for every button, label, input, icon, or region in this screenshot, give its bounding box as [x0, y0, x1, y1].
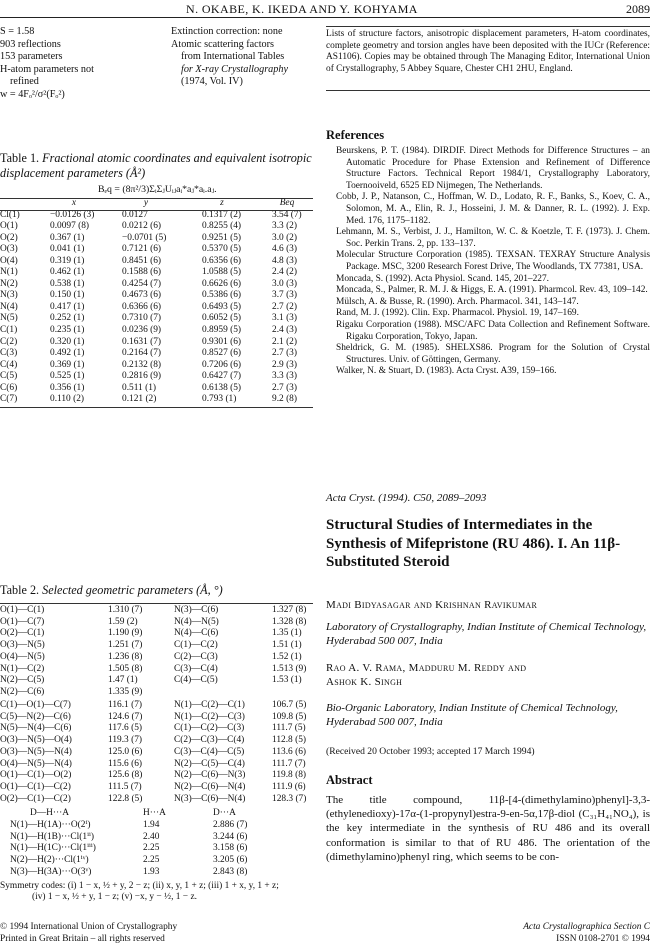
reference-item: Lehmann, M. S., Verbist, J. J., Hamilton, W. C. & Koetzle, T. F. (1973). J. Chem. Soc. Perkin Trans. 2, pp. 133–137. [336, 227, 650, 249]
angle-cell: 116.1 (7) [108, 700, 143, 710]
bond-cell: N(2)—C(6) [0, 686, 45, 697]
bond-row [0, 675, 314, 687]
table1-cell: 3.7 (3) [272, 290, 297, 301]
hbond-cell: 2.25 [143, 855, 160, 866]
symmetry-line: Symmetry codes: (i) 1 − x, ½ + y, 2 − z; (ii) x, y, 1 + z; (iii) 1 + x, y, 1 + z; [0, 881, 279, 891]
angle-cell: 125.6 (8) [108, 770, 143, 781]
reference-item: Beurskens, P. T. (1984). DIRDIF. Direct Methods for Difference Structures – an Automatic Procedure for Phase Extension and Refinement of Difference Structure Factors. Technical Report 1984/1, Crystallography Laboratory, Toernooiveld, 6525 ED Nijmegen, The Netherlands. [336, 146, 650, 191]
table1-cell: N(4) [0, 301, 18, 312]
table1-cell: −0.0126 (3) [50, 209, 95, 220]
angle-cell: O(3)—N(5)—O(4) [0, 735, 72, 746]
table2-title: Selected geometric parameters (Å, °) [42, 583, 223, 597]
table1-row [0, 313, 312, 325]
table1-cell: C(2) [0, 336, 18, 347]
reference-item: Mülsch, A. & Busse, R. (1990). Arch. Pharmacol. 341, 143–147. [336, 296, 579, 307]
footer-printed: Printed in Great Britain – all rights reserved [0, 933, 165, 944]
table1-row [0, 279, 312, 291]
bond-cell: 1.513 (9) [272, 663, 307, 674]
angle-cell: O(1)—C(1)—O(2) [0, 770, 72, 781]
deposit-note: Lists of structure factors, anisotropic displacement parameters, H-atom coordinates, complete geometry and torsion angles have been deposited with the IUCr (Reference: AS1106). Copies may be obtained through The Managing Editor, International Union of Crystallography, 5 Abbey Square, Chester CH1 2HU, England. [326, 29, 650, 74]
angle-cell: 128.3 (7) [272, 793, 307, 804]
table1-cell: 0.041 (1) [50, 244, 85, 255]
table1-cell: 0.2132 (8) [122, 359, 162, 370]
table1-cell: 0.511 (1) [122, 382, 157, 393]
authors-1: Madi Bidyasagar and Krishnan Ravikumar [326, 599, 538, 611]
table1-cell: 0.0127 [122, 209, 148, 220]
table1-cell: 0.0236 (9) [122, 325, 162, 336]
bond-cell: 1.190 (9) [108, 628, 143, 639]
refinement-line: refined [10, 76, 39, 88]
hbond-row [0, 832, 293, 844]
bond-row [0, 664, 314, 676]
refinement-line: 153 parameters [0, 51, 63, 63]
refinement-line: Extinction correction: none [171, 26, 283, 37]
table1-cell: 0.793 (1) [202, 394, 237, 405]
bond-cell: 1.59 (2) [108, 616, 138, 627]
hbond-cell: 2.40 [143, 831, 160, 842]
bond-cell: N(3)—C(6) [174, 605, 219, 615]
hbond-row [0, 867, 293, 879]
bond-cell: N(1)—C(2) [0, 663, 45, 674]
table1-cell: C(3) [0, 348, 18, 359]
bond-cell: O(1)—C(7) [0, 616, 45, 627]
bond-cell: O(4)—N(5) [0, 651, 45, 662]
angle-cell: 115.6 (6) [108, 758, 143, 769]
angle-row [0, 770, 314, 782]
table1-cell: 2.7 (2) [272, 301, 297, 312]
angle-cell: O(3)—N(5)—N(4) [0, 746, 72, 757]
angle-row [0, 712, 314, 724]
refinement-line: H-atom parameters not [0, 63, 94, 75]
table1-cell: 0.235 (1) [50, 325, 85, 336]
bond-cell: 1.335 (9) [108, 686, 143, 697]
angle-cell: 119.3 (7) [108, 735, 143, 746]
table1-cell: C(7) [0, 394, 18, 405]
table1-row [0, 371, 312, 383]
table1-cell: 0.6138 (5) [202, 382, 242, 393]
angle-row [0, 700, 314, 712]
hbond-cell: N(1)—H(1A)···O(2ⁱ) [10, 819, 91, 830]
table1-cell: C(1) [0, 325, 18, 336]
table1-row [0, 290, 312, 302]
table1-cell: 3.54 (7) [272, 209, 302, 220]
bond-cell: N(4)—C(6) [174, 628, 219, 639]
bond-cell: O(3)—N(5) [0, 640, 45, 651]
table1-cell: 2.4 (2) [272, 267, 297, 278]
bond-cell: 1.251 (7) [108, 640, 143, 651]
angle-cell: 111.7 (7) [272, 758, 306, 769]
table1-cell: 0.121 (2) [122, 394, 157, 405]
hbond-table [0, 808, 293, 879]
table1-cell: 2.1 (2) [272, 336, 297, 347]
bond-cell [272, 687, 314, 699]
table1-cell: O(1) [0, 221, 18, 232]
table1-cell: 0.9251 (5) [202, 232, 242, 243]
table1-cell: 0.6052 (5) [202, 313, 242, 324]
table1-cell: 0.1317 (2) [202, 209, 242, 220]
hbond-cell: 3.158 (6) [213, 843, 248, 854]
angle-row [0, 759, 314, 771]
table1-cell: 0.4673 (6) [122, 290, 162, 301]
table1-cell: Cl(1) [0, 209, 20, 220]
table1-cell: 0.8527 (6) [202, 348, 242, 359]
bond-cell: 1.52 (1) [272, 651, 302, 662]
refinement-line: 903 reflections [0, 38, 61, 50]
table1-header: y [143, 198, 149, 208]
angle-cell: 125.0 (6) [108, 746, 143, 757]
table1-cell: 0.462 (1) [50, 267, 85, 278]
reference-item: Sheldrick, G. M. (1985). SHELXS86. Program for the Solution of Crystal Structures. Univ. of Göttingen, Germany. [336, 343, 650, 365]
table1-cell: 0.319 (1) [50, 255, 85, 266]
bond-cell: 1.310 (7) [108, 605, 143, 615]
table1-cell: 4.8 (3) [272, 255, 297, 266]
angle-cell: C(2)—C(3)—C(4) [174, 735, 245, 746]
hbond-row [0, 820, 293, 832]
table1-row [0, 210, 312, 222]
hbond-cell: N(1)—H(1C)···Cl(1ⁱⁱⁱ) [10, 843, 96, 854]
bond-row [0, 628, 314, 640]
references-list [336, 146, 650, 378]
bond-cell: C(4)—C(5) [174, 675, 218, 686]
table1-row [0, 221, 312, 233]
table1-cell: 0.6356 (6) [202, 255, 242, 266]
angle-cell: 122.8 (5) [108, 793, 143, 804]
body-left-wrap [0, 905, 313, 920]
table1-cell: N(5) [0, 313, 18, 324]
table1-row [0, 348, 312, 360]
table2-top-rule [0, 603, 313, 604]
table1-cell: 0.1631 (7) [122, 336, 162, 347]
table1-row [0, 394, 312, 406]
footer-left [0, 922, 313, 945]
footer-journal: Acta Crystallographica Section C [523, 922, 650, 932]
table1-cell: 0.0212 (6) [122, 221, 162, 232]
angle-row [0, 735, 314, 747]
bond-cell: O(1)—C(1) [0, 605, 45, 615]
table1-row [0, 325, 312, 337]
reference-item: Cobb, J. P., Natanson, C., Hoffman, W. D., Lodato, R. F., Banks, S., Koev, C. A., Solomon, M. A., Elin, R. J., Hosseini, J. M. & Danner, R. L. (1992). J. Exp. Med. 176, 1175–1182. [336, 192, 650, 226]
angle-cell: N(2)—C(6)—N(3) [174, 770, 246, 781]
angle-cell: 109.8 (5) [272, 711, 307, 722]
bond-cell: 1.236 (8) [108, 651, 143, 662]
bond-cell: O(2)—C(1) [0, 628, 45, 639]
table1-cell: C(6) [0, 382, 18, 393]
hbond-header: D—H···A [30, 808, 70, 818]
bond-cell: 1.53 (1) [272, 675, 302, 686]
bond-row [0, 617, 314, 629]
table1-cell: 1.0588 (5) [202, 267, 242, 278]
symmetry-line: (iv) 1 − x, ½ + y, 1 − z; (v) −x, y − ½, 1 − z. [32, 892, 197, 902]
table1 [0, 198, 312, 406]
refinement-line: Atomic scattering factors [171, 38, 274, 50]
table1-bottom-rule [0, 407, 313, 408]
table1-cell: 0.5386 (6) [202, 290, 242, 301]
table1-cell: 0.7206 (6) [202, 359, 242, 370]
table1-caption [0, 151, 313, 181]
reference-item: Moncada, S. (1992). Acta Physiol. Scand. 145, 201–227. [336, 273, 550, 284]
angle-cell: 111.7 (5) [272, 723, 306, 734]
hbond-cell: 3.244 (6) [213, 831, 248, 842]
article-title: Structural Studies of Intermediates in the Synthesis of Mifepristone (RU 486). I. An 11β-Substituted Steroid [326, 517, 621, 570]
bond-cell: 1.328 (8) [272, 616, 307, 627]
table1-header-row [0, 198, 312, 210]
footer-issn: ISSN 0108-2701 © 1994 [556, 933, 650, 944]
table1-cell: 0.7310 (7) [122, 313, 162, 324]
table1-cell: 0.0097 (8) [50, 221, 90, 232]
angle-cell: N(3)—C(6)—N(4) [174, 793, 246, 804]
table1-cell: O(4) [0, 255, 18, 266]
reference-item: Molecular Structure Corporation (1985). TEXSAN. TEXRAY Structure Analysis Package. MSC, 3200 Research Forest Drive, The Woodlands, TX 77381, USA. [336, 250, 650, 272]
authors-2: Rao A. V. Rama, Madduru M. Reddy and Ashok K. Singh [326, 662, 527, 688]
table1-cell: 0.8451 (6) [122, 255, 162, 266]
references-heading: References [326, 128, 385, 142]
angle-cell: 106.7 (5) [272, 700, 307, 710]
table1-cell: 9.2 (8) [272, 394, 297, 405]
abstract-heading: Abstract [326, 773, 373, 787]
table1-cell: 0.538 (1) [50, 278, 85, 289]
table1-cell: 3.3 (2) [272, 221, 297, 232]
table1-cell: 0.8959 (5) [202, 325, 242, 336]
article-citation: Acta Cryst. (1994). C50, 2089–2093 [326, 492, 487, 504]
affiliation-1: Laboratory of Crystallography, Indian Institute of Chemical Technology, Hyderabad 500 007, India [326, 621, 647, 647]
table1-header: Beq [279, 198, 295, 208]
reference-item: Rigaku Corporation (1988). MSC/AFC Data Collection and Refinement Software. Rigaku Corporation, Tokyo, Japan. [336, 319, 650, 342]
table1-cell: 0.2164 (7) [122, 348, 162, 359]
table1-cell: 0.492 (1) [50, 348, 85, 359]
table1-cell: 2.4 (3) [272, 325, 297, 336]
refinement-line: S = 1.58 [0, 26, 35, 37]
hbond-row [0, 843, 293, 855]
angle-cell: N(1)—C(2)—C(3) [174, 711, 245, 722]
angle-cell: O(4)—N(5)—N(4) [0, 758, 72, 769]
running-header-authors: N. OKABE, K. IKEDA AND Y. KOHYAMA [186, 2, 418, 16]
table1-cell: 0.150 (1) [50, 290, 85, 301]
table1-row [0, 302, 312, 314]
symmetry-codes [0, 881, 313, 903]
angle-row [0, 794, 314, 806]
hbond-cell: 2.843 (8) [213, 866, 248, 877]
bond-cell: 1.327 (8) [272, 605, 307, 615]
table1-header: z [220, 198, 224, 208]
bond-row [0, 640, 314, 652]
refinement-right [171, 26, 321, 89]
angle-cell: 119.8 (8) [272, 770, 307, 781]
table2-label: Table 2. [0, 583, 40, 597]
refinement-line: for X-ray Crystallography [181, 63, 288, 75]
bond-cell: 1.47 (1) [108, 675, 138, 686]
table1-cell: 0.369 (1) [50, 359, 85, 370]
angle-cell: 111.5 (7) [108, 781, 142, 792]
table1-cell: 0.6427 (7) [202, 371, 242, 382]
bond-cell: 1.35 (1) [272, 628, 302, 639]
hbond-cell: N(3)—H(3A)···O(3ᵛ) [10, 866, 92, 877]
hbond-cell: 2.25 [143, 843, 160, 854]
hbond-cell: 3.205 (6) [213, 855, 248, 866]
table2-bonds [0, 605, 314, 699]
table1-header-rule [0, 210, 313, 211]
hbond-cell: N(1)—H(1B)···Cl(1ⁱⁱ) [10, 831, 94, 842]
table1-cell: 0.525 (1) [50, 371, 85, 382]
angle-row [0, 723, 314, 735]
angle-cell: N(2)—C(6)—N(4) [174, 781, 246, 792]
bond-cell: C(1)—C(2) [174, 640, 218, 651]
angle-cell: C(1)—C(2)—C(3) [174, 723, 245, 734]
table1-cell: 0.4254 (7) [122, 278, 162, 289]
table1-cell: 0.6366 (6) [122, 301, 162, 312]
table1-cell: −0.0701 (5) [122, 232, 167, 243]
bond-row [0, 605, 314, 617]
table1-cell: 0.320 (1) [50, 336, 85, 347]
reference-item: Rand, M. J. (1992). Clin. Exp. Pharmacol. Physiol. 19, 147–169. [336, 308, 579, 319]
table1-cell: 0.9301 (6) [202, 336, 242, 347]
table2-angles [0, 700, 314, 805]
running-header [0, 2, 650, 18]
table1-cell: 2.9 (3) [272, 359, 297, 370]
table1-cell: 3.1 (3) [272, 313, 297, 324]
deposit-bottom-rule [326, 90, 650, 91]
table1-cell: 0.356 (1) [50, 382, 85, 393]
angle-cell: C(3)—C(4)—C(5) [174, 746, 245, 757]
angle-row [0, 747, 314, 759]
table1-cell: N(1) [0, 267, 18, 278]
deposit-top-rule [326, 26, 650, 27]
table1-row [0, 337, 312, 349]
angle-cell: 112.8 (5) [272, 735, 307, 746]
table1-cell: O(2) [0, 232, 18, 243]
bond-row [0, 652, 314, 664]
hbond-cell: 1.94 [143, 819, 160, 830]
table1-cell: 3.3 (3) [272, 371, 297, 382]
table2-caption [0, 583, 313, 598]
bond-cell: C(3)—C(4) [174, 663, 218, 674]
received-dates: (Received 20 October 1993; accepted 17 March 1994) [326, 746, 535, 757]
table1-cell: 0.110 (2) [50, 394, 85, 405]
table1-row [0, 256, 312, 268]
table1-cell: 0.5370 (5) [202, 244, 242, 255]
angle-cell: 113.6 (6) [272, 746, 307, 757]
refinement-line: (1974, Vol. IV) [181, 76, 243, 88]
table1-cell: 3.0 (3) [272, 278, 297, 289]
table1-row [0, 233, 312, 245]
table1-cell: 0.6493 (5) [202, 301, 242, 312]
table1-cell: 0.8255 (4) [202, 221, 242, 232]
angle-cell: N(5)—N(4)—C(6) [0, 723, 72, 734]
hbond-cell: 2.886 (7) [213, 819, 248, 830]
angle-cell: C(1)—O(1)—C(7) [0, 700, 71, 710]
bond-cell [168, 687, 272, 699]
table1-cell: 0.417 (1) [50, 301, 85, 312]
footer-copyright: © 1994 International Union of Crystallography [0, 922, 178, 932]
table1-row [0, 360, 312, 372]
hbond-header: H···A [143, 808, 166, 818]
table1-label: Table 1. [0, 151, 40, 165]
table1-cell: N(2) [0, 278, 18, 289]
table1-row [0, 244, 312, 256]
bond-cell: N(4)—N(5) [174, 616, 219, 627]
angle-cell: O(2)—C(1)—C(2) [0, 793, 71, 804]
hbond-cell: 1.93 [143, 866, 160, 877]
footer-right [326, 922, 650, 945]
table1-cell: C(4) [0, 359, 18, 370]
table1-title: Fractional atomic coordinates and equivalent isotropic displacement parameters (Å²) [0, 151, 312, 180]
hbond-header: D···A [213, 808, 236, 818]
angle-cell: O(1)—C(1)—C(2) [0, 781, 71, 792]
angle-cell: 124.6 (7) [108, 711, 143, 722]
hbond-cell: N(2)—H(2)···Cl(1ⁱᵛ) [10, 855, 89, 866]
angle-cell: 111.9 (6) [272, 781, 306, 792]
table1-header [0, 198, 38, 210]
table1-cell: 0.7121 (6) [122, 244, 162, 255]
table1-cell: 0.1588 (6) [122, 267, 162, 278]
table1-cell: N(3) [0, 290, 18, 301]
table1-cell: 0.252 (1) [50, 313, 85, 324]
table1-cell: 2.7 (3) [272, 382, 297, 393]
table1-cell: 2.7 (3) [272, 348, 297, 359]
angle-cell: N(2)—C(5)—C(4) [174, 758, 245, 769]
bond-cell: 1.51 (1) [272, 640, 302, 651]
bond-cell: 1.505 (8) [108, 663, 143, 674]
table1-row [0, 267, 312, 279]
angle-cell: C(5)—N(2)—C(6) [0, 711, 71, 722]
bond-cell: N(2)—C(5) [0, 675, 45, 686]
affiliation-2: Bio-Organic Laboratory, Indian Institute of Chemical Technology, Hyderabad 500 007, India [326, 702, 618, 728]
refinement-left [0, 26, 160, 102]
angle-cell: N(1)—C(2)—C(1) [174, 700, 245, 710]
table1-cell: 0.6626 (6) [202, 278, 242, 289]
table1-cell: 4.6 (3) [272, 244, 297, 255]
hbond-row [0, 855, 293, 867]
page-number: 2089 [626, 2, 650, 16]
angle-row [0, 782, 314, 794]
refinement-line: w = 4Fₒ²/σ²(Fₒ²) [0, 88, 65, 100]
abstract-text: The title compound, 11β-[4-(dimethylamino)phenyl]-3,3-(ethylenedioxy)-17α-(1-propynyl)estra-9-en-5α,17β-diol (C₃₁H₄₁NO₄), is the key intermediate in the synthesis of RU 486 and its overall conformation is similar to that of RU 486. The orientation of the (dimethylamino)phenyl ring, which seems to be con- [326, 794, 650, 863]
table1-formula: Bₑq = (8π²/3)ΣᵢΣⱼUᵢⱼaᵢ*aⱼ*aᵢ.aⱼ. [98, 184, 217, 195]
refinement-line: from International Tables [181, 51, 285, 63]
table1-cell: O(3) [0, 244, 18, 255]
table1-row [0, 383, 312, 395]
bond-row [0, 687, 314, 699]
table1-header: x [71, 198, 77, 208]
reference-item: Walker, N. & Stuart, D. (1983). Acta Cryst. A39, 159–166. [336, 366, 557, 377]
table1-cell: 0.367 (1) [50, 232, 85, 243]
reference-item: Moncada, S., Palmer, R. M. J. & Higgs, E. A. (1991). Pharmcol. Rev. 43, 109–142. [336, 285, 648, 296]
table1-cell: 3.0 (2) [272, 232, 297, 243]
table1-cell: C(5) [0, 371, 18, 382]
bond-cell: C(2)—C(3) [174, 651, 218, 662]
hbond-header-row [0, 808, 293, 820]
table1-cell: 0.2816 (9) [122, 371, 162, 382]
angle-cell: 117.6 (5) [108, 723, 143, 734]
